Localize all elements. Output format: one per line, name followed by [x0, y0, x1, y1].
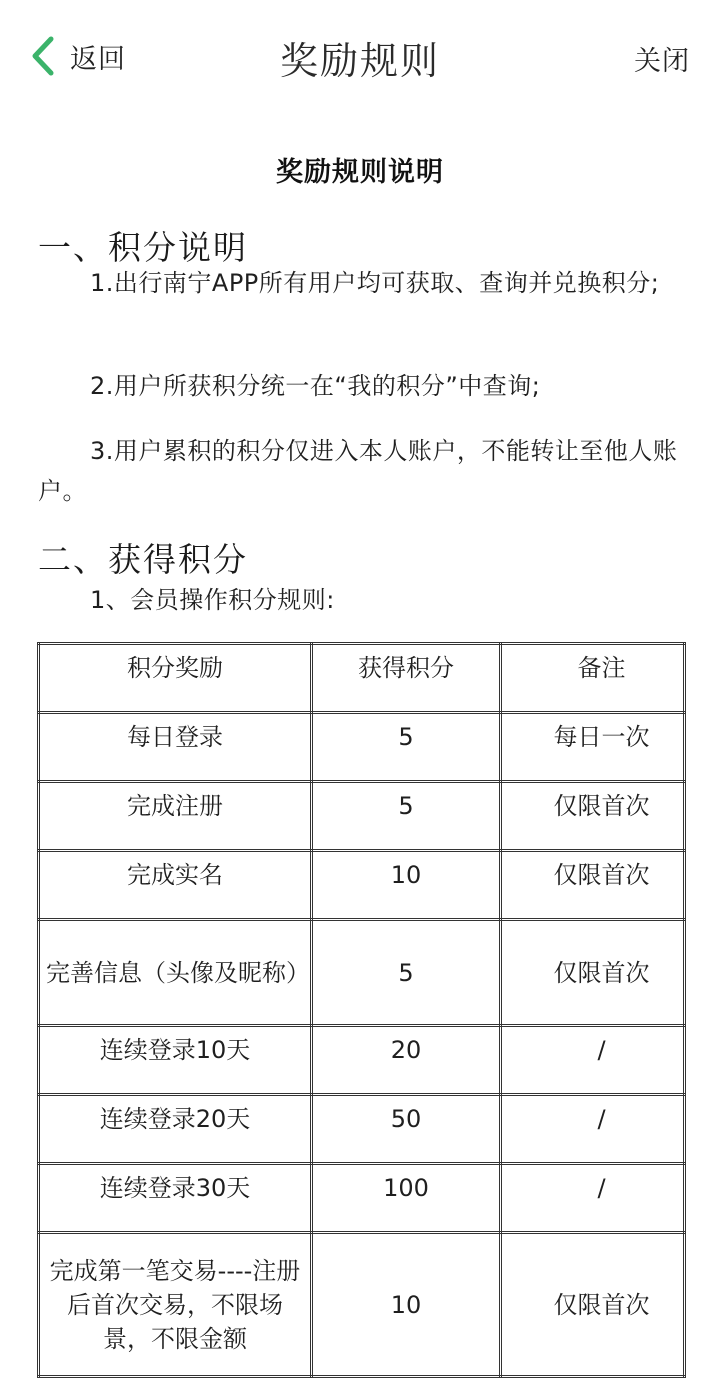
notes-cell: / — [501, 1026, 685, 1095]
table-header-row — [39, 644, 685, 713]
table-row — [39, 920, 685, 1026]
points-cell: 10 — [312, 1233, 501, 1377]
notes-cell: / — [501, 1164, 685, 1233]
points-cell: 5 — [312, 782, 501, 851]
header-cell-reward: 积分奖励 — [39, 644, 312, 713]
close-button[interactable]: 关闭 — [634, 46, 690, 77]
points-cell: 10 — [312, 851, 501, 920]
reward-cell: 连续登录30天 — [39, 1164, 312, 1233]
reward-cell: 完善信息（头像及昵称） — [39, 920, 312, 1026]
notes-cell: 仅限首次 — [501, 851, 685, 920]
table-row — [39, 782, 685, 851]
reward-cell: 完成第一笔交易----注册后首次交易，不限场景，不限金额 — [39, 1233, 312, 1377]
reward-cell: 连续登录10天 — [39, 1026, 312, 1095]
table-row — [39, 851, 685, 920]
table-row — [39, 1164, 685, 1233]
points-rule-2: 2.用户所获积分统一在“我的积分”中查询; — [90, 372, 541, 400]
chevron-left-icon — [30, 36, 56, 76]
back-button[interactable] — [30, 34, 126, 78]
table-row — [39, 1026, 685, 1095]
reward-cell: 连续登录20天 — [39, 1095, 312, 1164]
notes-cell: 仅限首次 — [501, 920, 685, 1026]
table-row — [39, 1233, 685, 1377]
section-heading-points-info: 一、积分说明 — [38, 228, 248, 267]
notes-cell: 仅限首次 — [501, 782, 685, 851]
points-cell: 50 — [312, 1095, 501, 1164]
document-title: 奖励规则说明 — [276, 157, 444, 188]
points-cell: 20 — [312, 1026, 501, 1095]
points-cell: 100 — [312, 1164, 501, 1233]
header-cell-notes: 备注 — [501, 644, 685, 713]
page-title: 奖励规则 — [279, 39, 440, 83]
member-rules-subheading: 1、会员操作积分规则: — [90, 586, 335, 614]
points-cell: 5 — [312, 920, 501, 1026]
reward-cell: 完成注册 — [39, 782, 312, 851]
header-cell-points: 获得积分 — [312, 644, 501, 713]
reward-cell: 每日登录 — [39, 713, 312, 782]
notes-cell: 仅限首次 — [501, 1233, 685, 1377]
notes-cell: 每日一次 — [501, 713, 685, 782]
top-navigation-bar — [0, 0, 720, 114]
points-rule-1: 1.出行南宁APP所有用户均可获取、查询并兑换积分; — [90, 269, 660, 297]
notes-cell: / — [501, 1095, 685, 1164]
table-row — [39, 713, 685, 782]
points-cell: 5 — [312, 713, 501, 782]
section-heading-earn-points: 二、获得积分 — [38, 540, 248, 579]
reward-cell: 完成实名 — [39, 851, 312, 920]
points-rules-table — [37, 642, 686, 1378]
back-label: 返回 — [70, 43, 126, 75]
table-row — [39, 1095, 685, 1164]
points-rule-3: 3.用户累积的积分仅进入本人账户，不能转让至他人账户。 — [38, 437, 678, 505]
